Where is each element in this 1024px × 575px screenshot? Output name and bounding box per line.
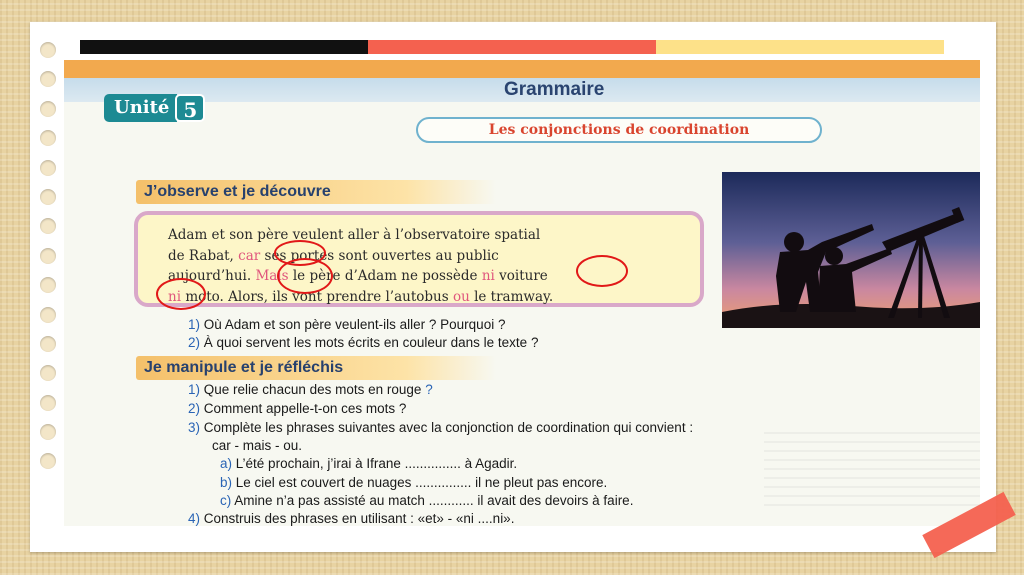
binder-hole	[40, 130, 56, 146]
manipule-question-3-words: car - mais - ou.	[212, 438, 303, 453]
lesson-subtitle: Les conjonctions de coordination	[416, 117, 822, 143]
unit-number: 5	[175, 94, 205, 122]
binder-hole	[40, 307, 56, 323]
color-bar-yellow	[656, 40, 944, 54]
binder-hole	[40, 160, 56, 176]
manipule-question-1: 1) Que relie chacun des mots en rouge ?	[188, 382, 433, 397]
text-line-4: ni moto. Alors, ils vont prendre l’autobus ou le tramway.	[168, 288, 554, 305]
reading-text-box	[134, 211, 704, 307]
conjunction-ou: ou	[452, 288, 470, 305]
page-title: Grammaire	[504, 79, 605, 100]
binder-hole	[40, 248, 56, 264]
binder-hole	[40, 336, 56, 352]
color-bar-coral	[368, 40, 656, 54]
telescope-photo	[722, 172, 980, 328]
slide-card	[30, 22, 996, 552]
text-line-2: de Rabat, car ses portes sont ouvertes au public	[168, 247, 499, 264]
bleed-through-text	[764, 432, 980, 512]
textbook-page	[64, 60, 980, 526]
text-line-1: Adam et son père veulent aller à l’observatoire spatial	[168, 227, 541, 243]
binder-hole	[40, 453, 56, 469]
observe-question-2: 2) À quoi servent les mots écrits en couleur dans le texte ?	[188, 335, 539, 350]
color-bar-black	[80, 40, 368, 54]
unit-label: Unité	[104, 94, 177, 122]
binder-hole	[40, 395, 56, 411]
section-observe-heading: J’observe et je découvre	[136, 180, 496, 204]
binder-hole	[40, 101, 56, 117]
conjunction-mais: Mais	[255, 268, 289, 284]
conjunction-ni-2: ni	[168, 288, 182, 305]
manipule-question-4: 4) Construis des phrases en utilisant : «et» - «ni ....ni».	[188, 511, 515, 526]
binder-hole	[40, 42, 56, 58]
binder-hole	[40, 277, 56, 293]
manipule-question-2: 2) Comment appelle-t-on ces mots ?	[188, 401, 407, 416]
manipule-question-3b: b) Le ciel est couvert de nuages ............... il ne pleut pas encore.	[220, 475, 608, 490]
text-line-3: aujourd’hui. Mais le père d’Adam ne possède ni voiture	[168, 268, 548, 284]
page-top-strip	[64, 60, 980, 78]
notebook-holes	[40, 42, 60, 483]
binder-hole	[40, 424, 56, 440]
binder-hole	[40, 365, 56, 381]
section-manipule-heading: Je manipule et je réfléchis	[136, 356, 496, 380]
binder-hole	[40, 189, 56, 205]
observe-question-1: 1) Où Adam et son père veulent-ils aller ? Pourquoi ?	[188, 317, 506, 332]
binder-hole	[40, 218, 56, 234]
manipule-question-3a: a) L’été prochain, j’irai à Ifrane ............... à Agadir.	[220, 456, 518, 471]
manipule-question-3c: c) Amine n’a pas assisté au match ............ il avait des devoirs à faire.	[220, 493, 634, 508]
binder-hole	[40, 71, 56, 87]
conjunction-car: car	[238, 247, 261, 264]
unit-badge	[104, 93, 205, 123]
conjunction-ni-1: ni	[481, 268, 495, 284]
manipule-question-3: 3) Complète les phrases suivantes avec la conjonction de coordination qui convient :	[188, 420, 694, 435]
